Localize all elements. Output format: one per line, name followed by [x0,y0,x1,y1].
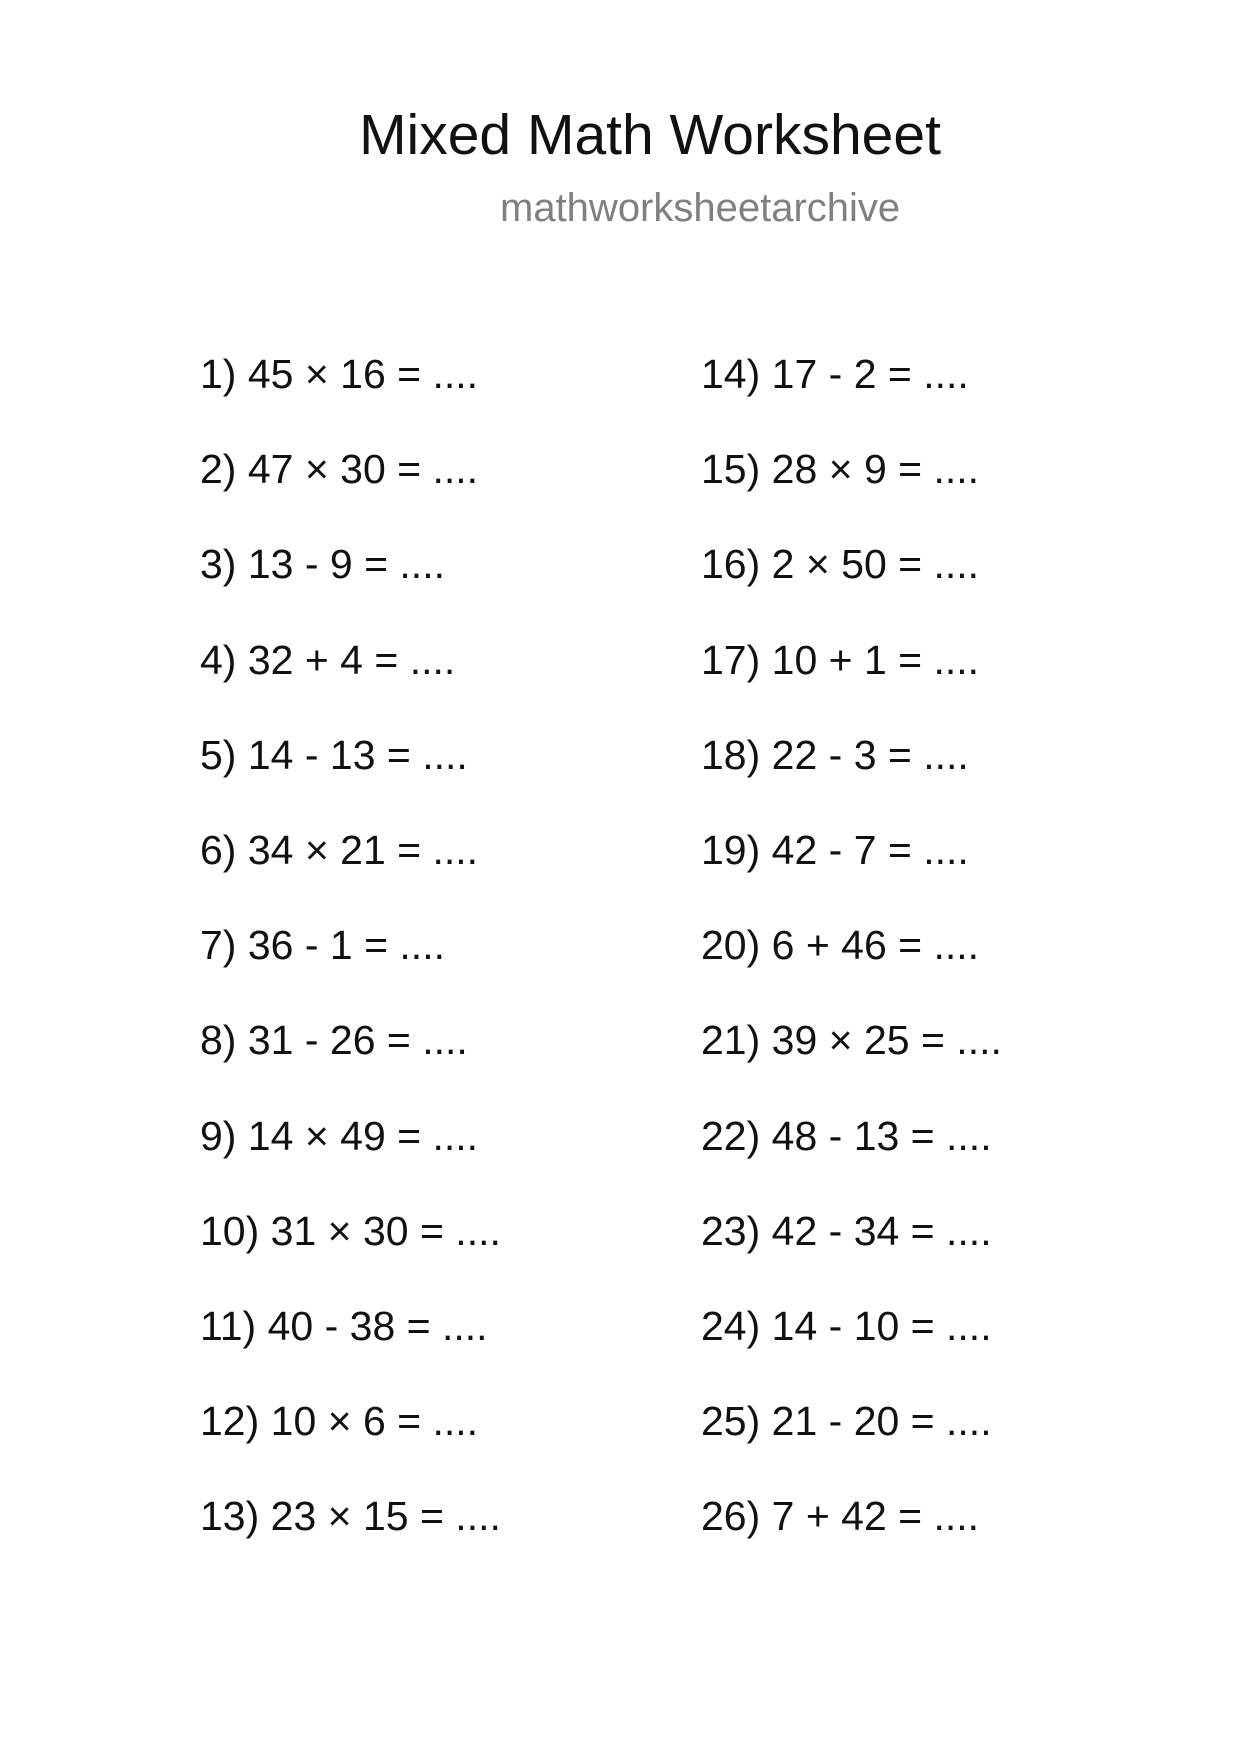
problem-item: 20) 6 + 46 = .... [701,922,980,969]
problem-column-right [701,351,1002,1588]
page-title: Mixed Math Worksheet [359,103,941,167]
problem-item: 9) 14 × 49 = .... [200,1112,479,1159]
problem-item: 19) 42 - 7 = .... [701,826,969,873]
problem-item: 3) 13 - 9 = .... [200,541,445,588]
problem-item: 21) 39 × 25 = .... [701,1017,1002,1064]
problem-item: 6) 34 × 21 = .... [200,826,479,873]
page-subtitle: mathworksheetarchive [500,186,901,230]
problem-item: 10) 31 × 30 = .... [200,1207,501,1254]
problem-item: 23) 42 - 34 = .... [701,1207,992,1254]
problem-item: 12) 10 × 6 = .... [200,1398,479,1445]
problem-item: 8) 31 - 26 = .... [200,1017,468,1064]
problem-item: 24) 14 - 10 = .... [701,1302,992,1349]
problem-item: 7) 36 - 1 = .... [200,922,445,969]
problem-item: 5) 14 - 13 = .... [200,731,468,778]
problem-item: 11) 40 - 38 = .... [200,1302,488,1349]
problem-item: 17) 10 + 1 = .... [701,636,980,683]
problem-column-left [200,351,501,1588]
problem-item: 13) 23 × 15 = .... [200,1493,501,1540]
problem-item: 15) 28 × 9 = .... [701,446,980,493]
problem-item: 2) 47 × 30 = .... [200,446,479,493]
problem-item: 14) 17 - 2 = .... [701,351,969,397]
problem-item: 18) 22 - 3 = .... [701,731,969,778]
problem-item: 1) 45 × 16 = .... [200,351,479,397]
problem-item: 4) 32 + 4 = .... [200,636,456,683]
problem-item: 22) 48 - 13 = .... [701,1112,992,1159]
problem-item: 16) 2 × 50 = .... [701,541,980,588]
problem-item: 26) 7 + 42 = .... [701,1493,980,1540]
problem-item: 25) 21 - 20 = .... [701,1398,992,1445]
